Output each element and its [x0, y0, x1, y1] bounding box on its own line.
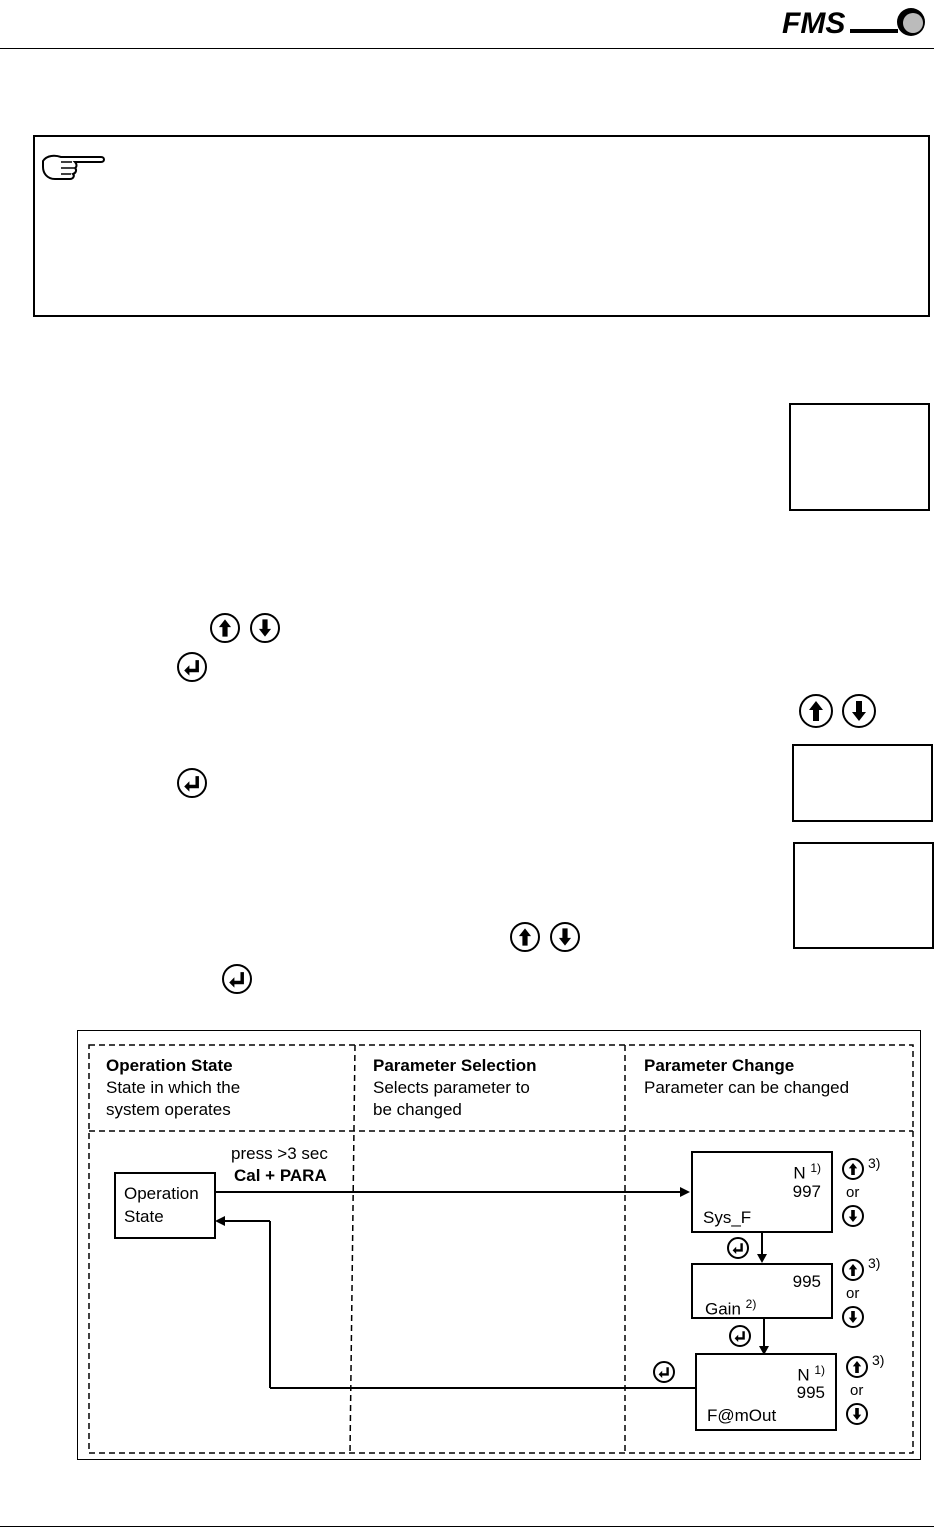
column-desc: be changed	[373, 1100, 462, 1119]
column-desc: system operates	[106, 1100, 231, 1119]
footer-rule	[0, 1526, 934, 1527]
column-desc: Parameter can be changed	[644, 1078, 850, 1097]
column-title: Parameter Change	[644, 1056, 795, 1075]
arrow-up-icon	[842, 1158, 864, 1180]
param-value: 995	[792, 1272, 821, 1291]
param-name: Gain	[705, 1299, 741, 1319]
column-parameter-change	[644, 1055, 849, 1099]
param-top-label: N	[793, 1163, 806, 1183]
arrow-down-icon	[842, 1205, 864, 1227]
arrow-down-icon	[842, 1306, 864, 1328]
logo-text: FMS	[782, 7, 846, 39]
column-title: Operation State	[106, 1056, 233, 1075]
enter-icon	[222, 964, 252, 994]
or-label: or	[846, 1184, 860, 1201]
arrow-up-icon	[846, 1356, 868, 1378]
enter-icon	[653, 1361, 675, 1383]
column-title: Parameter Selection	[373, 1056, 537, 1075]
operation-box-line1: Operation	[124, 1184, 199, 1203]
header-rule	[0, 48, 934, 49]
footnote-marker: 1)	[810, 1161, 821, 1175]
or-label: or	[846, 1285, 860, 1302]
param-box-f-at-mout	[695, 1353, 837, 1431]
display-box-1	[789, 403, 930, 511]
state-diagram	[77, 1030, 921, 1460]
column-operation-state	[106, 1055, 240, 1121]
param-box-gain	[691, 1263, 833, 1319]
param-value: 995	[796, 1383, 825, 1402]
arrow-up-icon	[799, 694, 833, 728]
column-desc: State in which the	[106, 1078, 241, 1097]
param-box-sys-f	[691, 1151, 833, 1233]
footnote-marker: 3)	[868, 1255, 881, 1271]
enter-icon	[177, 768, 207, 798]
enter-icon	[177, 652, 207, 682]
footnote-marker: 2)	[745, 1297, 757, 1311]
arrow-down-icon	[842, 694, 876, 728]
arrow-down-icon	[250, 613, 280, 643]
enter-icon	[727, 1237, 749, 1259]
footnote-marker: 1)	[814, 1363, 825, 1377]
param-name: F@mOut	[707, 1406, 777, 1425]
key-combo-label: Cal + PARA	[234, 1166, 327, 1185]
hand-pointing-icon	[39, 151, 105, 183]
operation-state-box	[114, 1172, 216, 1239]
note-box	[33, 135, 930, 317]
arrow-down-icon	[550, 922, 580, 952]
param-top-label: N	[797, 1365, 810, 1385]
arrow-up-icon	[510, 922, 540, 952]
param-name: Sys_F	[703, 1208, 752, 1227]
arrow-up-icon	[210, 613, 240, 643]
display-box-3	[793, 842, 934, 949]
operation-box-line2: State	[124, 1207, 164, 1226]
column-desc: Selects parameter to	[373, 1078, 530, 1097]
arrow-down-icon	[846, 1403, 868, 1425]
or-label: or	[850, 1382, 864, 1399]
footnote-marker: 3)	[868, 1155, 881, 1171]
column-parameter-selection	[373, 1055, 536, 1121]
param-value: 997	[792, 1182, 821, 1201]
enter-icon	[729, 1325, 751, 1347]
press-label: press >3 sec	[231, 1144, 328, 1163]
arrow-up-icon	[842, 1259, 864, 1281]
footnote-marker: 3)	[872, 1352, 885, 1368]
display-box-2	[792, 744, 933, 822]
fms-logo	[780, 5, 930, 39]
